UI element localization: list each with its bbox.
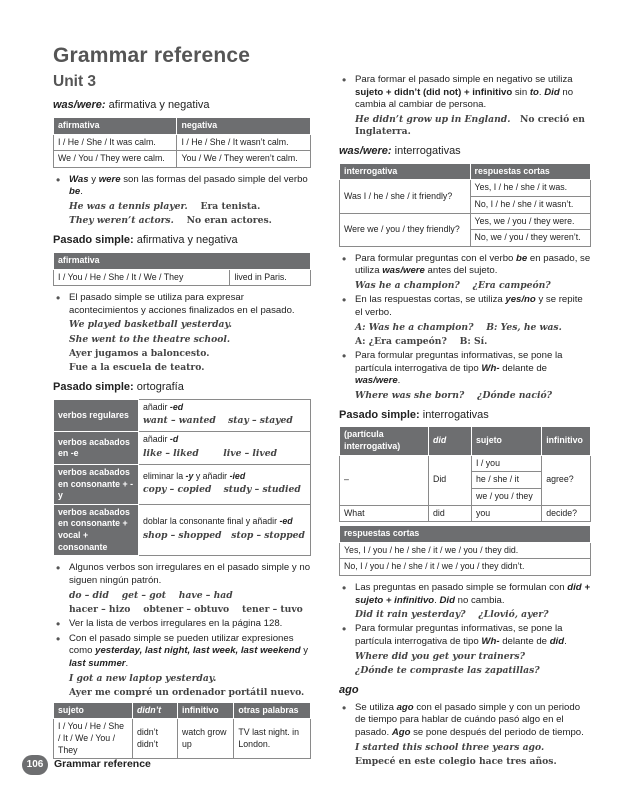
table-cell: doblar la consonante final y añadir -ed shop – shopped stop – stopped [139,504,311,555]
table-cell: Yes, I / he / she / it was. [470,180,590,197]
section-past-simple-heading: Pasado simple: afirmativa y negativa [53,234,238,247]
example-line: I got a new laptop yesterday. [69,672,217,684]
bullet-item: • Con el pasado simple se pueden utilizar expresiones como yesterday, last night, last week, last weekend y last summer. I got a new laptop yesterday. Ayer me compré un ordenador portátil nuevo. [53,633,311,699]
row-header: verbos acabados en consonante + -y [54,465,139,505]
example-line: She went to the theatre school. [69,333,231,345]
table-cell: he / she / it [472,472,542,489]
table-cell: – [340,455,429,505]
column-header: respuestas cortas [470,163,590,180]
column-header: infinitivo [542,427,591,455]
example-line: ¿Dónde te compraste las zapatillas? [355,664,540,676]
example-line: They weren’t actors. No eran actores. [69,215,272,227]
example-line: He was a tennis player. Era tenista. [69,201,261,213]
bullet-item: • Se utiliza ago con el pasado simple y con un periodo de tiempo para hablar de cuándo pasó algo en el pasado. Ago se pone después del periodo de tiempo. I started this school three years ago. Empecé en este colegio hace tres años. [339,702,591,768]
table-cell: Was I / he / she / it friendly? [340,180,471,213]
table-cell: No, I / he / she / it wasn’t. [470,196,590,213]
was-were-table [53,117,311,168]
table-cell: What [340,505,429,522]
table-cell: I / He / She / It was calm. [54,134,177,151]
example-line: Fue a la escuela de teatro. [69,361,205,373]
column-header: (partícula interrogativa) [340,427,429,455]
bullet-item: • En las respuestas cortas, se utiliza yes/no y se repite el verbo. A: Was he a champion? B: Yes, he was. A: ¿Era campeón? B: Sí. [339,294,591,348]
column-header: did [429,427,472,455]
table-cell: We / You / They were calm. [54,151,177,168]
column-header: infinitivo [178,702,234,719]
example-line: Where did you get your trainers? [355,650,525,662]
column-header: interrogativa [340,163,471,180]
column-header: afirmativa [54,252,311,269]
example-line: Was he a champion? ¿Era campeón? [355,280,551,292]
right-column [339,72,591,770]
column-header: respuestas cortas [340,526,591,543]
column-header: otras palabras [234,702,311,719]
example-line: Empecé en este colegio hace tres años. [355,755,557,767]
unit-heading: Unit 3 [53,73,97,90]
table-cell: añadir -ed want – wanted stay – stayed [139,399,311,432]
table-cell: agree? [542,455,591,505]
footer-label: Grammar reference [54,758,151,771]
row-header: verbos regulares [54,399,139,432]
column-header: didn’t [133,702,178,719]
bullet-item: • Was y were son las formas del pasado simple del verbo be. He was a tennis player. Era tenista. They weren’t actors. No eran actores. [53,174,311,228]
row-header: verbos acabados en consonante + vocal + consonante [54,504,139,555]
bullet-item: • Para formular preguntas con el verbo be en pasado, se utiliza was/were antes del sujeto. Was he a champion? ¿Era campeón? [339,253,591,292]
example-line: Where was she born? ¿Dónde nació? [355,389,552,401]
table-cell: decide? [542,505,591,522]
example-line: A: ¿Era campeón? B: Sí. [355,335,488,347]
table-cell: watch grow up [178,719,234,759]
section-was-were-questions-heading: was/were: interrogativas [339,145,461,158]
short-answers-table [339,525,591,576]
column-header: negativa [177,117,311,134]
table-cell: I / you [472,455,542,472]
table-cell: Yes, we / you / they were. [470,213,590,230]
row-header: verbos acabados en -e [54,432,139,465]
table-cell: Yes, I / you / he / she / it / we / you / they did. [340,542,591,559]
past-simple-questions-table [339,426,591,522]
table-cell: You / We / They weren’t calm. [177,151,311,168]
table-cell: No, we / you / they weren’t. [470,230,590,247]
example-line: He didn’t grow up in England. No creció en Inglaterra. [355,113,585,138]
bullet-item: • Para formular preguntas informativas, se pone la partícula interrogativa de tipo Wh- delante de was/were. Where was she born? ¿Dónde nació? [339,350,591,402]
spelling-table [53,399,311,557]
table-cell: did [429,505,472,522]
table-cell: I / He / She / It wasn’t calm. [177,134,311,151]
table-cell: TV last night. in London. [234,719,311,759]
bullet-item: • Ver la lista de verbos irregulares en la página 128. [53,618,311,631]
past-simple-negative-table [53,702,311,759]
was-were-questions-table [339,163,591,247]
example-line: We played basketball yesterday. [69,319,232,331]
table-cell: Were we / you / they friendly? [340,213,471,246]
section-subtitle: afirmativa y negativa [105,99,210,112]
example-line: hacer – hizo obtener – obtuvo tener – tuvo [69,603,303,615]
bullet-item: • El pasado simple se utiliza para expresar acontecimientos y acciones finalizados en el pasado. We played basketball yesterday. She went to the theatre school. Ayer jugamos a baloncesto. Fue a la escuela de teatro. [53,292,311,374]
table-cell: I / You / He / She / It / We / You / They [54,719,133,759]
example-line: I started this school three years ago. [355,741,545,753]
example-line: Ayer jugamos a baloncesto. [69,347,210,359]
table-cell: añadir -d like – liked live – lived [139,432,311,465]
page-title: Grammar reference [53,44,251,67]
section-past-simple-questions-heading: Pasado simple: interrogativas [339,408,489,421]
section-was-were-heading [53,98,311,113]
section-ago-heading: ago [339,684,359,697]
example-line: A: Was he a champion? B: Yes, he was. [355,321,562,333]
table-cell: No, I / you / he / she / it / we / you / they didn’t. [340,559,591,576]
bullet-item: • Las preguntas en pasado simple se formulan con did + sujeto + infinitivo. Did no cambia. Did it rain yesterday? ¿Llovió, ayer? [339,582,591,621]
table-cell: didn’t didn’t [133,719,178,759]
section-keyword: was/were: [53,99,106,112]
column-header: sujeto [472,427,542,455]
example-line: do – did get – got have – had [69,589,233,601]
column-header: afirmativa [54,117,177,134]
section-spelling-heading: Pasado simple: ortografía [53,381,184,393]
past-simple-affirmative-table [53,252,311,286]
table-cell: I / You / He / She / It / We / They [54,269,230,286]
table-cell: we / you / they [472,488,542,505]
example-line: Did it rain yesterday? ¿Llovió, ayer? [355,609,549,621]
table-cell: lived in Paris. [230,269,311,286]
column-header: sujeto [54,702,133,719]
page-number-badge: 106 [22,755,48,775]
table-cell: eliminar la -y y añadir -ied copy – copied study – studied [139,465,311,505]
table-cell: you [472,505,542,522]
bullet-item: • Para formar el pasado simple en negativo se utiliza sujeto + didn’t (did not) + infinitivo sin to. Did no cambia al cambiar de persona. He didn’t grow up in England. No creció en Inglaterra. [339,74,591,138]
table-cell: Did [429,455,472,505]
bullet-item: • Algunos verbos son irregulares en el pasado simple y no siguen ningún patrón. do – did get – got have – had hacer – hizo obtener – obtuvo tener – tuvo [53,562,311,616]
page-footer [22,755,151,775]
example-line: Ayer me compré un ordenador portátil nuevo. [69,686,305,698]
left-column [53,72,311,765]
bullet-item: • Para formular preguntas informativas, se pone la partícula interrogativa de tipo Wh- delante de did. Where did you get your trainers? ¿Dónde te compraste las zapatillas? [339,623,591,677]
